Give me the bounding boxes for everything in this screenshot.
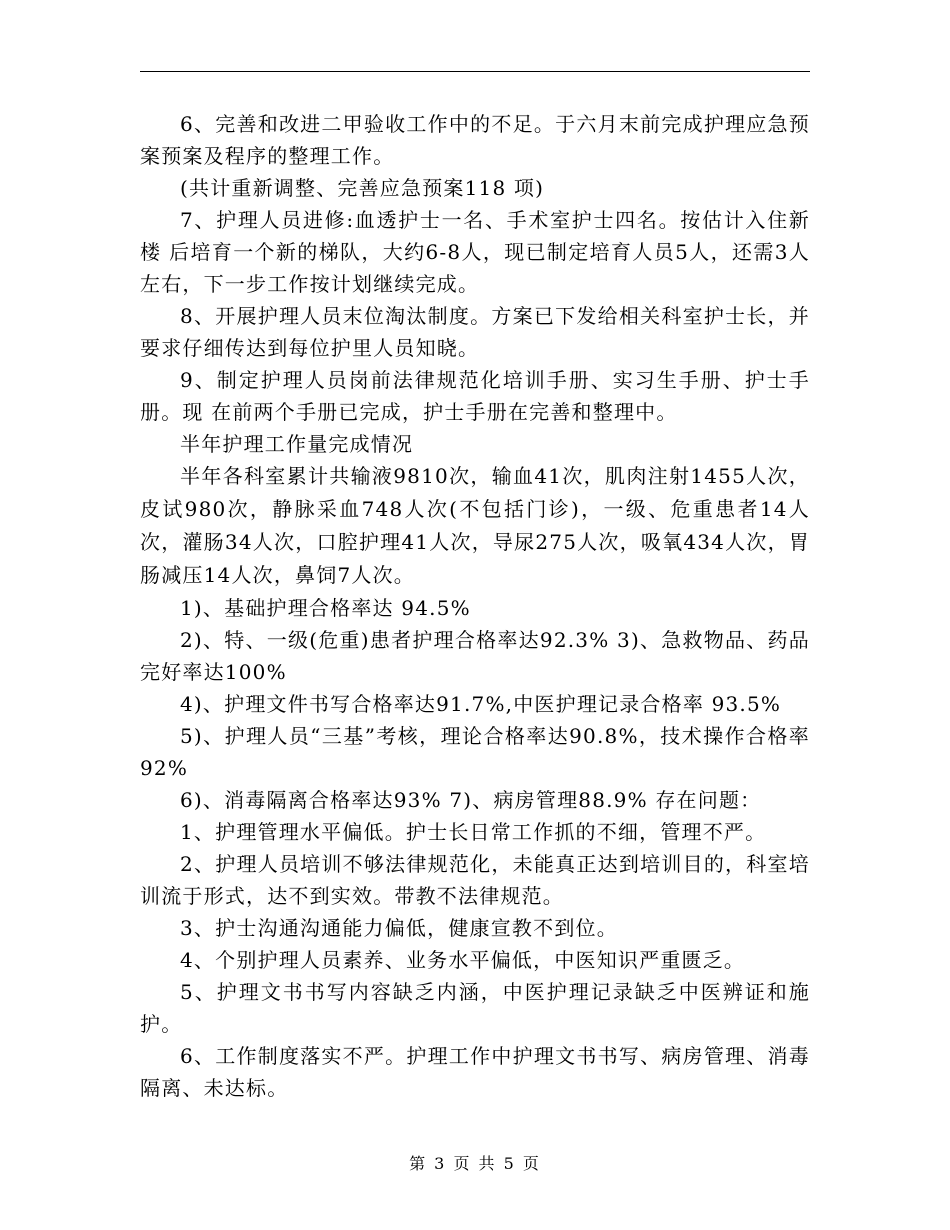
paragraph: 半年各科室累计共输液9810次，输血41次，肌肉注射1455人次，皮试980次，静脉采血748人次(不包括门诊)，一级、危重患者14人次，灌肠34人次，口腔护理41人次，导尿275人次，吸氧434人次，胃肠减压14人次，鼻饲7人次。 [140,464,810,587]
page-number-footer: 第 3 页 共 5 页 [409,1154,541,1173]
section-heading: 半年护理工作量完成情况 [180,432,414,456]
paragraph: 2)、特、一级(危重)患者护理合格率达92.3% 3)、急救物品、药品完好率达100% [140,628,810,684]
paragraph: 4、个别护理人员素养、业务水平偏低，中医知识严重匮乏。 [180,948,746,972]
header-rule [140,71,810,72]
paragraph: 2、护理人员培训不够法律规范化，未能真正达到培训目的，科室培训流于形式，达不到实效。带教不法律规范。 [140,852,810,908]
paragraph: 3、护士沟通沟通能力偏低，健康宣教不到位。 [180,916,618,940]
paragraph: 9、制定护理人员岗前法律规范化培训手册、实习生手册、护士手册。现 在前两个手册已完成，护士手册在完善和整理中。 [140,368,810,424]
paragraph: 6、完善和改进二甲验收工作中的不足。于六月末前完成护理应急预 案预案及程序的整理工作。 [140,112,810,168]
paragraph: 1、护理管理水平偏低。护士长日常工作抓的不细，管理不严。 [180,820,767,844]
paragraph: 5)、护理人员“三基”考核，理论合格率达90.8%，技术操作合格率 92% [140,724,810,780]
paragraph: 8、开展护理人员末位淘汰制度。方案已下发给相关科室护士长，并 要求仔细传达到每位护里人员知晓。 [140,304,810,360]
paragraph: 1)、基础护理合格率达 94.5% [180,596,471,620]
document-body [140,108,810,1104]
paragraph: 6)、消毒隔离合格率达93% 7)、病房管理88.9% 存在问题： [180,788,762,812]
paragraph: 6、工作制度落实不严。护理工作中护理文书书写、病房管理、消毒隔离、未达标。 [140,1044,810,1100]
paragraph: 7、护理人员进修:血透护士一名、手术室护士四名。按估计入住新楼 后培育一个新的梯队，大约6-8人，现已制定培育人员5人，还需3人左右，下一步工作按计划继续完成。 [140,208,810,296]
paragraph: 5、护理文书书写内容缺乏内涵，中医护理记录缺乏中医辨证和施护。 [140,980,810,1036]
paragraph: (共计重新调整、完善应急预案118 项) [180,176,545,200]
paragraph: 4)、护理文件书写合格率达91.7%,中医护理记录合格率 93.5% [180,692,782,716]
